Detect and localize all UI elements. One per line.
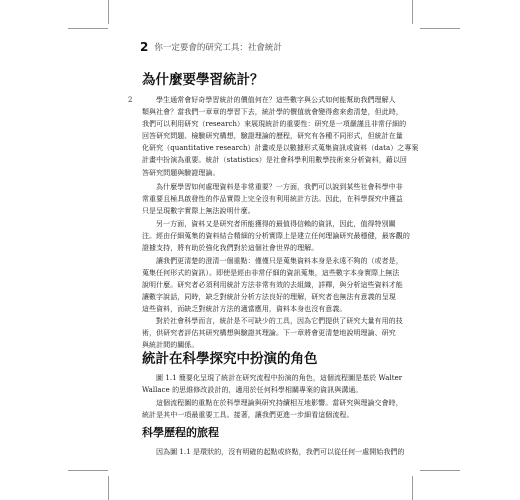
crop-mark-bottom-left-h [68, 470, 108, 471]
text-line: 讓數字說話，同時，缺乏對統計分析方法良好的理解，研究者也無法有意義的呈現 [142, 293, 396, 302]
text-line: 這個流程圖的重點在於科學理論與研究持續相互地影響。當研究與理論交會時， [156, 399, 403, 407]
text-line: 術，供研究者評估其研究構想與驗證其理論。下一章將會更清楚地說明理論、研究 [142, 329, 396, 338]
text-line: 蒐集任何形式的資訊）。即使是經由非常仔細的資訊蒐集，這些數字本身實際上無法 [142, 269, 400, 278]
text-line: 證據支持，將有助於強化我們對於這個社會世界的理解。 [142, 244, 319, 253]
paragraph [142, 181, 403, 217]
section-heading: 統計在科學探究中扮演的角色 [142, 351, 318, 367]
page-number: 2 [140, 40, 149, 54]
running-header [140, 40, 282, 54]
text-line: 說明什麼。研究者必須利用統計方法非常有效的去組織，詳釋，與分析這些資料才能 [142, 281, 403, 290]
crop-mark-top-left-h [68, 28, 108, 29]
text-line: 讓我們更清楚的澄清一個重點：僅僅只是蒐集資料本身是永遠不夠的（或者是， [156, 257, 403, 265]
text-line: 只是呈現數字實際上無法說明什麼。 [142, 207, 255, 216]
text-line: 對於社會科學而言，統計是不可缺少的工具，因為它們提供了研究大量有用的技 [156, 317, 403, 325]
paragraph [142, 315, 403, 351]
crop-mark-top-right-h [420, 28, 460, 29]
text-line: Wallace 的思維修改設計的，適用於任何科學相關專案的資訊與溝通。 [142, 386, 363, 395]
paragraph [142, 255, 403, 315]
text-line: 常重要且極具啟發性的作品實際上完全沒有利用統計方法。因此，在科學探究中獲益 [142, 195, 403, 204]
text-line: 圖 1.1 簡要化呈現了統計在研究流程中扮演的角色，這個流程圖是基於 Walter [156, 374, 403, 382]
running-title: 你一定要會的研究工具：社會統計 [154, 43, 282, 53]
paragraph [142, 397, 403, 421]
crop-mark-bottom-right-h [420, 470, 460, 471]
text-line: 注。經由仔細蒐集的資料結合精細的分析實際上是建立任何理論研究最穩健，最客觀的 [142, 232, 410, 241]
text-line: 這些資料，而缺乏對統計方法的適當應用，資料本身也沒有意義。 [142, 305, 347, 314]
crop-mark-bottom-left-v [108, 476, 109, 500]
text-line: 因為圖 1.1 是環狀的，沒有明確的起點或終點，我們可以從任何一處開始我們的 [156, 448, 405, 456]
text-line: 另一方面，資料又是研究者所能獲得的最值得信賴的資訊，因此，值得特別關 [156, 220, 396, 228]
text-line: 計畫中扮演為重要。統計（statistics）是社會科學利用數學技術來分析資料，藉以回 [142, 156, 407, 165]
paragraph [142, 94, 419, 179]
text-line: 學生通常會好奇學習統計的價值何在？這些數字與公式如何能幫助我們理解人 [156, 96, 396, 104]
text-line: 統計是其中一項最重要工具。接著，讓我們更進一步細看這個流程。 [142, 411, 354, 420]
crop-mark-top-right-v [412, 0, 413, 24]
text-line: 回答研究問題、檢驗研究構想，驗證理論的歷程，研究有各種不同形式，但統計在量 [142, 132, 403, 141]
subsection-heading: 科學歷程的旅程 [142, 426, 219, 439]
text-line: 我們可以利用研究（research）來展現統計的重要性：研究是一項嚴謹且非常仔細的 [142, 120, 407, 129]
margin-number: 2 [128, 96, 133, 104]
text-line: 與統計間的關係。 [142, 341, 199, 350]
text-line: 為什麼學習如何處理資料是非常重要？一方面，我們可以說到某些社會科學中非 [156, 183, 403, 191]
text-line: 類與社會？當我們一章章的學習下去，統計學的價值就會變得愈來愈清楚，但此時， [142, 108, 403, 117]
paragraph [142, 446, 405, 458]
text-line: 化研究（quantitative research）計畫或是以數據形式蒐集資訊或資料（data）之專案 [142, 144, 419, 153]
paragraph [142, 372, 403, 396]
text-line: 答研究問題與驗證理論。 [142, 168, 220, 177]
crop-mark-top-left-v [108, 0, 109, 24]
crop-mark-bottom-right-v [412, 476, 413, 500]
paragraph [142, 218, 410, 254]
section-heading: 為什麼要學習統計？ [142, 72, 264, 88]
